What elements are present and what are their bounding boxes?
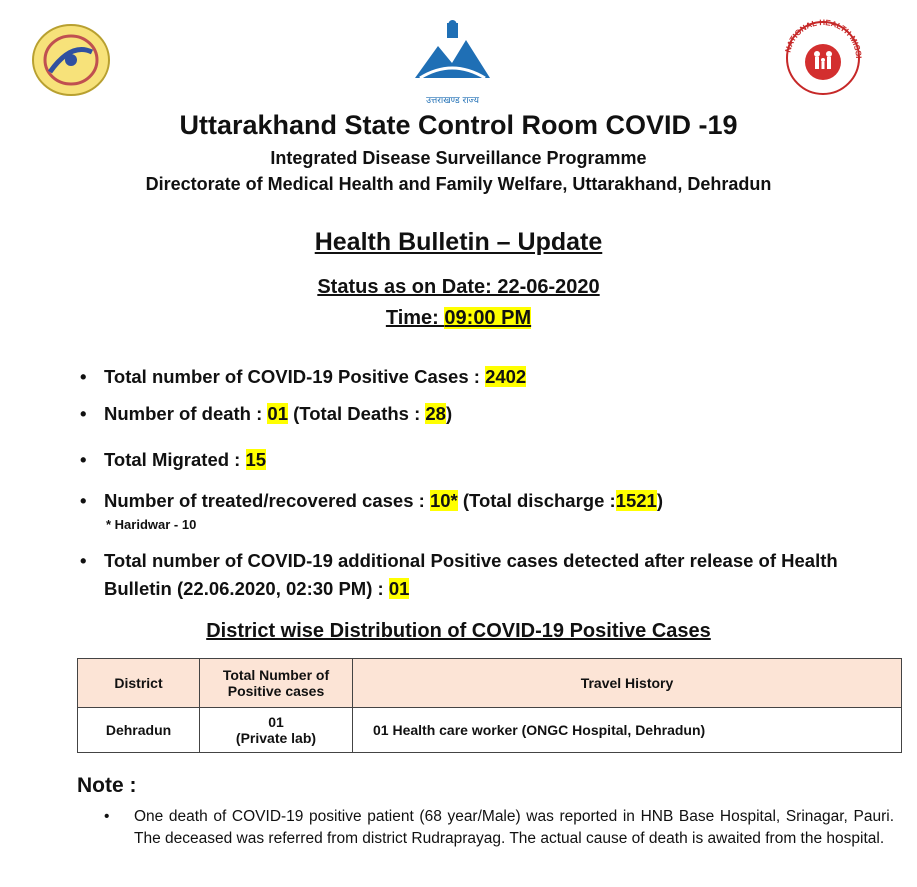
additional-line1: Total number of COVID-19 additional Positive cases detected after release of Health [104,550,838,571]
death-label: Number of death : [104,403,268,424]
cell-count-value: 01 [268,714,284,730]
list-item-deaths [80,403,452,425]
programme-subtitle: Integrated Disease Surveillance Programme [270,148,647,168]
bulletin-heading: Health Bulletin – Update [314,228,603,256]
bullet-icon: • [80,449,87,470]
govt-logo-caption: उत्तराखण्ड राज्य [426,96,479,106]
cell-count [200,708,353,753]
page-title: Uttarakhand State Control Room COVID -19 [179,110,738,140]
nhm-logo-text: NATIONAL HEALTH MISSI [783,18,864,59]
table-row [78,708,902,753]
directorate-subtitle: Directorate of Medical Health and Family Welfare, Uttarakhand, Dehradun [145,174,772,194]
cell-district: Dehradun [78,708,200,753]
discharge-label: (Total discharge : [457,490,616,511]
additional-value: 01 [388,578,410,599]
note-text: One death of COVID-19 positive patient (68 year/Male) was reported in HNB Base Hospital, Srinagar, Pauri. The deceased was referred from district Rudraprayag. The actual cause of death is awaited from the hospital. [134,808,894,847]
recovered-value: 10* [429,490,458,511]
uttarakhand-govt-logo [410,18,495,106]
column-header-district: District [78,659,200,708]
bullet-icon: • [80,490,87,511]
bullet-icon: • [104,808,110,825]
district-table [77,658,902,753]
note-heading: Note : [77,774,137,797]
migrated-label: Total Migrated : [104,449,246,470]
time-value: 09:00 PM [444,307,532,329]
list-item-migrated [80,449,266,471]
bullet-icon: • [80,550,87,571]
death-close: ) [445,403,453,424]
death-total-value: 28 [425,403,446,424]
discharge-value: 1521 [615,490,657,511]
additional-line2-row [104,578,409,600]
left-emblem-logo [30,22,112,98]
time-label: Time: [385,307,445,329]
cell-travel-history: 01 Health care worker (ONGC Hospital, Dehradun) [353,708,902,753]
bullet-icon: • [80,366,87,387]
bullet-icon: • [80,403,87,424]
positive-label: Total number of COVID-19 Positive Cases : [104,366,486,387]
recovered-footnote: * Haridwar - 10 [106,517,197,532]
migrated-value: 15 [245,449,267,470]
list-item-recovered [80,490,663,512]
district-table-heading: District wise Distribution of COVID-19 Positive Cases [206,620,711,642]
list-item-positive-cases [80,366,526,388]
death-value: 01 [267,403,288,424]
death-total-label: (Total Deaths : [288,403,426,424]
positive-value: 2402 [485,366,527,387]
list-item-additional-cases [80,550,838,572]
table-header-row [78,659,902,708]
additional-line2: Bulletin (22.06.2020, 02:30 PM) : [104,578,389,599]
national-health-mission-logo [780,18,866,96]
column-header-positive-cases: Total Number of Positive cases [200,659,353,708]
recovered-label: Number of treated/recovered cases : [104,490,430,511]
status-date: Status as on Date: 22-06-2020 [317,276,600,298]
bulletin-time [0,307,917,330]
discharge-close: ) [656,490,664,511]
column-header-travel-history: Travel History [353,659,902,708]
cell-count-note: (Private lab) [235,730,317,746]
